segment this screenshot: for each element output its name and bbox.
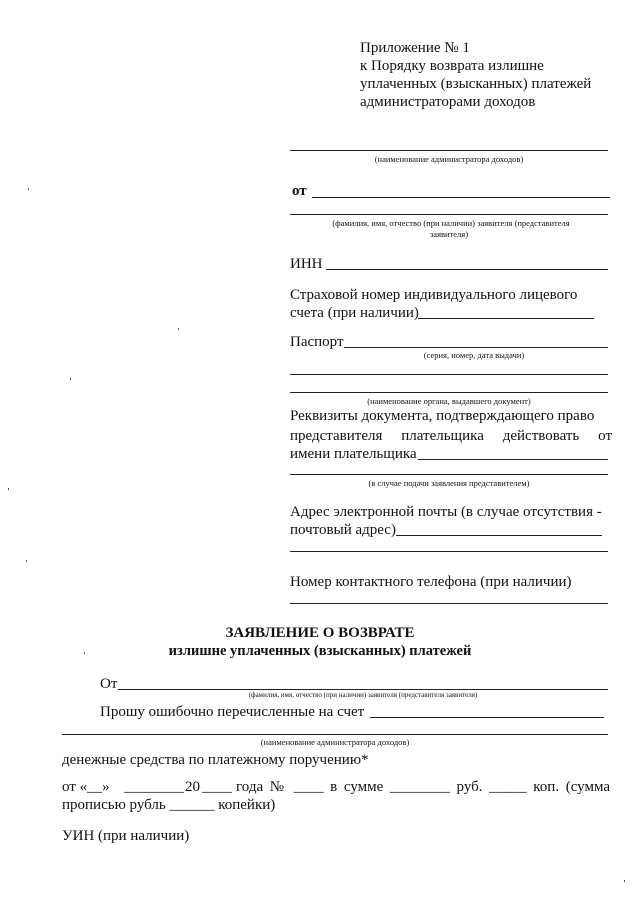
snils-line-2: счета (при наличии) — [290, 305, 419, 321]
scan-speck — [84, 652, 85, 654]
amount-line: года № ____ в сумме ________ руб. _____ коп. (сумма — [236, 779, 610, 795]
year-blank-left: ________ — [124, 779, 184, 795]
phone-line[interactable] — [290, 603, 608, 604]
applicant-name-line[interactable] — [290, 214, 608, 215]
requisites-line[interactable] — [418, 459, 608, 460]
year-blank-right: ____ — [202, 779, 232, 795]
requisites-line-2-blank[interactable] — [290, 474, 608, 475]
issuing-authority-line[interactable] — [290, 392, 608, 393]
requisites-line-1: Реквизиты документа, подтверждающего право — [290, 408, 595, 424]
passport-caption: (серия, номер, дата выдачи) — [423, 350, 525, 360]
inn-line[interactable] — [326, 269, 608, 270]
scan-speck — [8, 488, 9, 490]
statement-from-label: От — [100, 676, 118, 692]
passport-line-2[interactable] — [290, 374, 608, 375]
requisites-line-2: представителя плательщика действовать от — [290, 428, 612, 444]
account-line[interactable] — [370, 717, 604, 718]
scan-speck — [624, 880, 625, 882]
email-line[interactable] — [396, 535, 602, 536]
uin-label: УИН (при наличии) — [62, 828, 190, 844]
scan-speck — [178, 328, 179, 330]
snils-line-1: Страховой номер индивидуального лицевого — [290, 287, 578, 303]
amount-in-words-line: прописью рубль ______ копейки) — [62, 797, 276, 813]
from-label: от — [292, 183, 307, 199]
phone-label: Номер контактного телефона (при наличии) — [290, 574, 572, 590]
funds-line: денежные средства по платежному поручению* — [62, 752, 369, 768]
email-line-blank[interactable] — [290, 551, 608, 552]
appendix-line-4: администраторами доходов — [360, 94, 536, 110]
date-prefix: от «__» — [62, 779, 110, 795]
applicant-name-caption-2: заявителя) — [429, 229, 469, 239]
issuing-authority-caption: (наименование органа, выдавшего документ) — [367, 396, 531, 406]
requisites-line-3: имени плательщика — [290, 446, 417, 462]
scan-speck — [70, 378, 71, 380]
representative-caption: (в случае подачи заявления представителем) — [368, 478, 530, 488]
email-line-2: почтовый адрес) — [290, 522, 396, 538]
appendix-line-2: к Порядку возврата излишне — [360, 58, 544, 74]
applicant-name-caption-1: (фамилия, имя, отчество (при наличии) заявителя (представителя — [332, 218, 570, 228]
admin-name-caption: (наименование администратора доходов) — [374, 154, 524, 164]
account-line-2[interactable] — [62, 734, 608, 735]
passport-label: Паспорт — [290, 334, 344, 350]
admin-name-line[interactable] — [290, 150, 608, 151]
appendix-line-3: уплаченных (взысканных) платежей — [360, 76, 592, 92]
appendix-line-1: Приложение № 1 — [360, 40, 470, 56]
year: 20 — [185, 779, 200, 795]
snils-line[interactable] — [418, 318, 594, 319]
statement-title: ЗАЯВЛЕНИЕ О ВОЗВРАТЕ — [225, 625, 415, 641]
inn-label: ИНН — [290, 256, 323, 272]
statement-from-line[interactable] — [118, 689, 608, 690]
statement-subtitle: излишне уплаченных (взысканных) платежей — [168, 643, 472, 659]
scan-speck — [28, 188, 29, 190]
statement-applicant-caption: (фамилия, имя, отчество (при наличии) заявителя (представителя заявителя) — [248, 691, 478, 699]
admin-name-caption-2: (наименование администратора доходов) — [260, 737, 410, 747]
passport-line[interactable] — [344, 347, 608, 348]
email-line-1: Адрес электронной почты (в случае отсутствия - — [290, 504, 602, 520]
from-line[interactable] — [312, 197, 610, 198]
scan-speck — [26, 560, 27, 562]
request-line: Прошу ошибочно перечисленные на счет — [100, 704, 365, 720]
